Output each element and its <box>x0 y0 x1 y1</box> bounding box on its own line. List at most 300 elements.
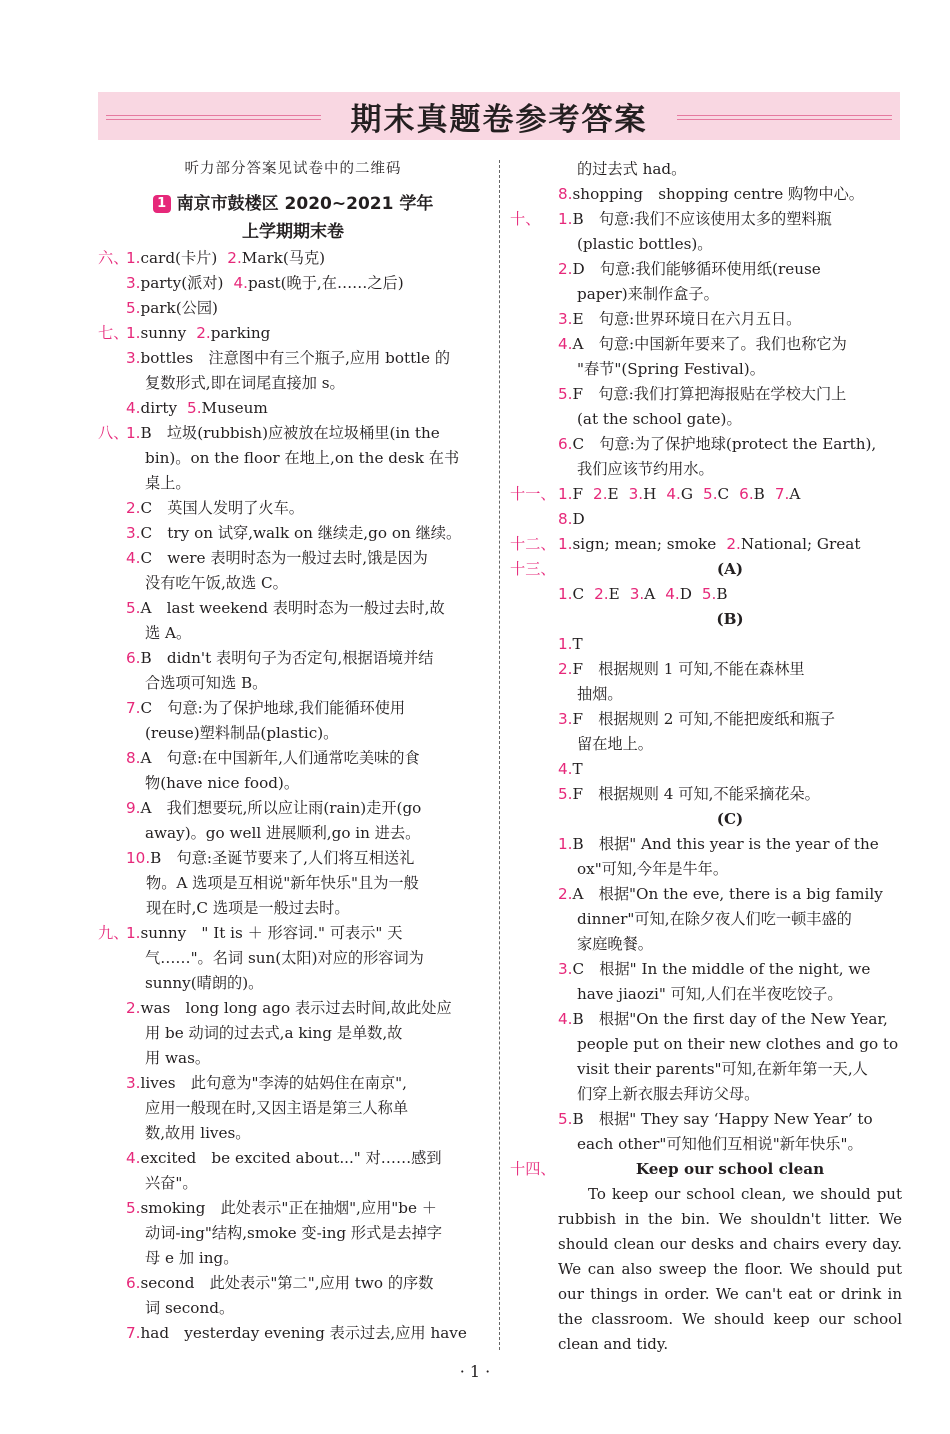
answer-continuation: 我们应该节约用水。 <box>577 460 714 478</box>
answer-line <box>98 971 488 996</box>
answer-line <box>98 246 488 271</box>
answer-line <box>98 1046 488 1071</box>
right-answer-list <box>510 157 902 1157</box>
answer-items <box>558 182 864 207</box>
answer-line <box>98 1071 488 1096</box>
answer-text: A 句意:在中国新年,人们通常吃美味的食 <box>140 749 420 767</box>
essay-title: Keep our school clean <box>635 1160 825 1178</box>
answer-items <box>558 882 883 907</box>
answer-text: T <box>572 635 583 653</box>
answer-items <box>126 1196 437 1221</box>
answer-items <box>126 846 414 871</box>
answer-continuation: 兴奋"。 <box>145 1174 198 1192</box>
question-number: 6. <box>558 435 573 453</box>
answer-items <box>558 507 585 532</box>
answer-line <box>98 546 488 571</box>
question-number: 5. <box>126 599 141 617</box>
answer-continuation: 选 A。 <box>145 624 192 642</box>
answer-items <box>126 346 450 371</box>
answer-line <box>98 521 488 546</box>
answer-continuation: 母 e 加 ing。 <box>145 1249 239 1267</box>
answer-continuation: 气……"。名词 sun(太阳)对应的形容词为 <box>145 949 424 967</box>
subsection-label: (C) <box>716 810 744 828</box>
answer-line <box>510 182 902 207</box>
answer-line <box>510 782 902 807</box>
answer-text: F 根据规则 4 可知,不能采摘花朵。 <box>572 785 820 803</box>
answer-line <box>510 907 902 932</box>
question-number: 5. <box>126 1199 141 1217</box>
answer-text: dirty <box>140 399 178 417</box>
answer-continuation: 桌上。 <box>145 474 191 492</box>
answer-text: A <box>789 485 801 503</box>
answer-items <box>558 1107 873 1132</box>
answer-line <box>510 482 902 507</box>
question-number: 4. <box>666 485 681 503</box>
answer-continuation: (plastic bottles)。 <box>577 235 713 253</box>
answer-continuation: 留在地上。 <box>577 735 653 753</box>
answer-text: F 句意:我们打算把海报贴在学校大门上 <box>572 385 847 403</box>
section-label: 九、 <box>98 924 129 942</box>
answer-items <box>126 246 325 271</box>
answer-line <box>510 682 902 707</box>
answer-line <box>510 582 902 607</box>
answer-line <box>510 807 902 832</box>
answer-line <box>98 1146 488 1171</box>
answer-line <box>98 271 488 296</box>
answer-line <box>510 457 902 482</box>
answer-line <box>98 721 488 746</box>
answer-text: second 此处表示"第二",应用 two 的序数 <box>140 1274 434 1292</box>
question-number: 5. <box>187 399 202 417</box>
answer-text: C <box>572 585 585 603</box>
answer-line <box>98 796 488 821</box>
left-column <box>98 157 488 1346</box>
answer-line <box>98 571 488 596</box>
answer-line <box>98 1296 488 1321</box>
question-number: 4. <box>665 585 680 603</box>
answer-items <box>558 532 860 557</box>
question-number: 7. <box>126 699 141 717</box>
exam-title-line2: 上学期期末卷 <box>242 222 344 242</box>
answer-items <box>126 521 461 546</box>
answer-line <box>510 982 902 1007</box>
question-number: 3. <box>126 524 141 542</box>
answer-continuation: 物。A 选项是互相说"新年快乐"且为一般 <box>146 874 419 892</box>
answer-continuation: 用 be 动词的过去式,a king 是单数,故 <box>145 1024 403 1042</box>
question-number: 2. <box>126 999 141 1017</box>
answer-line <box>98 321 488 346</box>
answer-line <box>510 207 902 232</box>
answer-line <box>510 1107 902 1132</box>
answer-continuation: paper)来制作盒子。 <box>577 285 719 303</box>
answer-text: A <box>644 585 656 603</box>
answer-continuation: 复数形式,即在词尾直接加 s。 <box>145 374 345 392</box>
question-number: 3. <box>558 310 573 328</box>
answer-items <box>126 396 268 421</box>
answer-text: A 我们想要玩,所以应让雨(rain)走开(go <box>140 799 422 817</box>
answer-items <box>558 782 820 807</box>
answer-line <box>98 446 488 471</box>
answer-items <box>126 1271 433 1296</box>
answer-line <box>510 657 902 682</box>
answer-continuation: 现在时,C 选项是一般过去时。 <box>146 899 350 917</box>
answer-text: C 英国人发明了火车。 <box>140 499 304 517</box>
question-number: 1. <box>126 424 141 442</box>
answer-continuation: 家庭晚餐。 <box>577 935 653 953</box>
answer-continuation: (reuse)塑料制品(plastic)。 <box>145 724 339 742</box>
answer-text: B didn't 表明句子为否定句,根据语境并结 <box>140 649 434 667</box>
question-number: 2. <box>558 885 573 903</box>
answer-items <box>126 696 405 721</box>
answer-text: party(派对) <box>140 274 224 292</box>
answer-text: G <box>680 485 694 503</box>
question-number: 7. <box>774 485 790 503</box>
answer-line <box>98 1171 488 1196</box>
answer-text: Mark(马克) <box>241 249 326 267</box>
answer-text: A last weekend 表明时态为一般过去时,故 <box>140 599 445 617</box>
answer-text: past(晚于,在……之后) <box>247 274 404 292</box>
answer-text: National; Great <box>740 535 861 553</box>
answer-line <box>510 232 902 257</box>
answer-line <box>510 707 902 732</box>
answer-line <box>98 496 488 521</box>
answer-continuation: 的过去式 had。 <box>577 160 687 178</box>
answer-line <box>510 1132 902 1157</box>
answer-text: C <box>717 485 730 503</box>
answer-continuation: have jiaozi" 可知,人们在半夜吃饺子。 <box>577 985 843 1003</box>
question-number: 3. <box>126 1074 141 1092</box>
answer-text: F <box>572 485 584 503</box>
answer-continuation: bin)。on the floor 在地上,on the desk 在书 <box>145 449 460 467</box>
answer-text: card(卡片) <box>140 249 218 267</box>
answer-items <box>126 271 404 296</box>
answer-items <box>558 432 876 457</box>
listening-note: 听力部分答案见试卷中的二维码 <box>184 161 402 177</box>
question-number: 9. <box>126 799 141 817</box>
answer-continuation: ox"可知,今年是牛年。 <box>577 860 729 878</box>
answer-text: E <box>608 585 620 603</box>
question-number: 1. <box>126 924 141 942</box>
answer-line <box>98 1021 488 1046</box>
answer-line <box>510 282 902 307</box>
answer-items <box>126 1146 442 1171</box>
subsection-label: (B) <box>716 610 744 628</box>
question-number: 7. <box>126 1324 141 1342</box>
answer-items <box>126 1321 467 1346</box>
answer-items <box>126 796 421 821</box>
answer-text: H <box>643 485 657 503</box>
question-number: 2. <box>227 249 242 267</box>
answer-line <box>510 507 902 532</box>
answer-items <box>126 321 270 346</box>
answer-line <box>98 946 488 971</box>
question-number: 5. <box>558 785 573 803</box>
question-number: 6. <box>126 649 141 667</box>
essay-body: To keep our school clean, we should put rubbish in the bin. We shouldn't litter. We should clean our desks and chairs every day. We can also sweep the floor. We should put our things in order. We can't eat or drink in the classroom. We should keep our school clean and tidy. <box>558 1185 902 1353</box>
answer-text: sunny " It is ＋ 形容词." 可表示" 天 <box>140 924 403 942</box>
section-label: 十四、 <box>510 1160 556 1178</box>
answer-line <box>98 996 488 1021</box>
title-banner <box>98 92 900 140</box>
question-number: 8. <box>558 510 573 528</box>
answer-text: F 根据规则 1 可知,不能在森林里 <box>572 660 805 678</box>
answer-continuation: 们穿上新衣服去拜访父母。 <box>577 1085 760 1103</box>
answer-text: sign; mean; smoke <box>572 535 717 553</box>
question-number: 4. <box>558 335 573 353</box>
section-label: 七、 <box>98 324 129 342</box>
answer-text: B <box>753 485 765 503</box>
answer-items <box>558 757 583 782</box>
answer-items <box>558 307 801 332</box>
question-number: 5. <box>701 585 717 603</box>
answer-continuation: "春节"(Spring Festival)。 <box>577 360 765 378</box>
answer-line <box>98 671 488 696</box>
answer-line <box>98 646 488 671</box>
answer-items <box>558 632 583 657</box>
question-number: 4. <box>126 549 141 567</box>
question-number: 1. <box>558 535 573 553</box>
answer-line <box>510 382 902 407</box>
banner-rule-right-2 <box>677 119 892 120</box>
question-number: 10. <box>126 849 151 867</box>
banner-rule-right <box>677 115 892 116</box>
answer-text: B 句意:我们不应该使用太多的塑料瓶 <box>572 210 832 228</box>
answer-text: E <box>607 485 619 503</box>
answer-items <box>558 657 805 682</box>
question-number: 4. <box>558 760 573 778</box>
answer-line <box>98 1271 488 1296</box>
question-number: 2. <box>726 535 741 553</box>
question-number: 2. <box>558 660 573 678</box>
page-title: 期末真题卷参考答案 <box>350 101 648 138</box>
answer-items <box>558 332 847 357</box>
answer-line <box>510 432 902 457</box>
answer-continuation: 没有吃午饭,故选 C。 <box>145 574 288 592</box>
answer-text: A 句意:中国新年要来了。我们也称它为 <box>572 335 847 353</box>
answer-text: bottles 注意图中有三个瓶子,应用 bottle 的 <box>140 349 451 367</box>
question-number: 2. <box>126 499 141 517</box>
answer-line <box>98 1096 488 1121</box>
answer-items <box>558 382 846 407</box>
answer-text: shopping shopping centre 购物中心。 <box>572 185 864 203</box>
section-label: 十二、 <box>510 535 556 553</box>
answer-text: B 根据"On the first day of the New Year, <box>572 1010 888 1028</box>
answer-continuation: away)。go well 进展顺利,go in 进去。 <box>145 824 421 842</box>
section-label: 十三、 <box>510 560 556 578</box>
answer-text: B 句意:圣诞节要来了,人们将互相送礼 <box>150 849 415 867</box>
question-number: 1. <box>558 210 573 228</box>
answer-text: parking <box>210 324 271 342</box>
answer-text: E 句意:世界环境日在六月五日。 <box>572 310 802 328</box>
answer-text: B <box>716 585 728 603</box>
answer-continuation: 物(have nice food)。 <box>145 774 300 792</box>
answer-line <box>98 696 488 721</box>
question-number: 4. <box>558 1010 573 1028</box>
answer-items <box>558 1007 888 1032</box>
answer-items <box>126 546 428 571</box>
question-number: 1. <box>126 249 141 267</box>
answer-text: sunny <box>140 324 187 342</box>
question-number: 3. <box>629 585 645 603</box>
answer-items <box>126 746 420 771</box>
answer-text: C were 表明时态为一般过去时,饿是因为 <box>140 549 428 567</box>
answer-items <box>558 832 879 857</box>
question-number: 2. <box>593 485 608 503</box>
question-number: 3. <box>558 710 573 728</box>
answer-items <box>126 296 218 321</box>
page-number: · 1 · <box>459 1362 491 1381</box>
answer-line <box>98 396 488 421</box>
answer-line <box>98 421 488 446</box>
question-number: 5. <box>558 385 573 403</box>
section-label: 十一、 <box>510 485 556 503</box>
answer-continuation: 动词-ing"结构,smoke 变-ing 形式是去掉字 <box>145 1224 443 1242</box>
answer-line <box>98 296 488 321</box>
answer-line <box>510 357 902 382</box>
question-number: 5. <box>703 485 718 503</box>
answer-line <box>510 257 902 282</box>
question-number: 2. <box>594 585 609 603</box>
answer-text: C 根据" In the middle of the night, we <box>572 960 871 978</box>
answer-line <box>98 621 488 646</box>
answer-text: Museum <box>201 399 268 417</box>
answer-text: B 根据" They say ‘Happy New Year’ to <box>572 1110 873 1128</box>
answer-items <box>126 496 304 521</box>
subsection-label: (A) <box>716 560 744 578</box>
answer-line <box>510 407 902 432</box>
answer-line <box>510 932 902 957</box>
exam-heading-line1 <box>98 190 488 218</box>
answer-line <box>98 1121 488 1146</box>
answer-line <box>510 607 902 632</box>
answer-line <box>510 307 902 332</box>
answer-continuation: 抽烟。 <box>577 685 623 703</box>
answer-text: park(公园) <box>140 299 218 317</box>
answer-text: was long long ago 表示过去时间,故此处应 <box>140 999 452 1017</box>
answer-line <box>510 632 902 657</box>
answer-text: smoking 此处表示"正在抽烟",应用"be ＋ <box>140 1199 437 1217</box>
answer-text: had yesterday evening 表示过去,应用 have <box>140 1324 467 1342</box>
answer-text: D <box>572 510 585 528</box>
answer-text: F 根据规则 2 可知,不能把废纸和瓶子 <box>572 710 835 728</box>
question-number: 3. <box>628 485 644 503</box>
answer-line <box>98 1246 488 1271</box>
answer-line <box>510 957 902 982</box>
question-number: 4. <box>126 399 141 417</box>
answer-items <box>558 582 728 607</box>
answer-text: C 句意:为了保护地球(protect the Earth), <box>572 435 877 453</box>
answer-text: A 根据"On the eve, there is a big family <box>572 885 883 903</box>
question-number: 1. <box>558 635 573 653</box>
banner-rule-left-2 <box>106 119 321 120</box>
answer-continuation: each other"可知他们互相说"新年快乐"。 <box>577 1135 863 1153</box>
answer-line <box>510 157 902 182</box>
answer-continuation: visit their parents"可知,在新年第一天,人 <box>577 1060 868 1078</box>
answer-items <box>558 482 800 507</box>
answer-items <box>126 421 440 446</box>
answer-line <box>98 371 488 396</box>
answer-line <box>98 596 488 621</box>
question-number: 6. <box>739 485 754 503</box>
answer-items <box>558 707 835 732</box>
question-number: 3. <box>126 274 141 292</box>
answer-line <box>98 771 488 796</box>
question-number: 4. <box>233 274 248 292</box>
answer-line <box>510 1032 902 1057</box>
exam-title-line1: 南京市鼓楼区 2020~2021 学年 <box>176 194 434 214</box>
answer-text: lives 此句意为"李涛的姑妈住在南京", <box>140 1074 408 1092</box>
answer-line <box>510 832 902 857</box>
question-number: 2. <box>558 260 573 278</box>
answer-line <box>98 896 488 921</box>
answer-line <box>510 1057 902 1082</box>
answer-continuation: 用 was。 <box>145 1049 211 1067</box>
answer-items <box>126 921 402 946</box>
column-divider <box>499 160 500 1350</box>
answer-text: C 句意:为了保护地球,我们能循环使用 <box>140 699 406 717</box>
answer-continuation: 数,故用 lives。 <box>145 1124 251 1142</box>
answer-text: B 垃圾(rubbish)应被放在垃圾桶里(in the <box>140 424 440 442</box>
answer-continuation: dinner"可知,在除夕夜人们吃一顿丰盛的 <box>577 910 852 928</box>
question-number: 8. <box>126 749 141 767</box>
section-label: 六、 <box>98 249 129 267</box>
answer-continuation: people put on their new clothes and go to <box>577 1035 899 1053</box>
essay-heading-row <box>510 1157 902 1182</box>
question-number: 6. <box>126 1274 141 1292</box>
answer-items <box>126 1071 407 1096</box>
answer-line <box>510 757 902 782</box>
answer-text: T <box>572 760 583 778</box>
answer-continuation: 应用一般现在时,又因主语是第三人称单 <box>145 1099 409 1117</box>
answer-line <box>510 557 902 582</box>
answer-text: D 句意:我们能够循环使用纸(reuse <box>572 260 821 278</box>
answer-text: C try on 试穿,walk on 继续走,go on 继续。 <box>140 524 462 542</box>
answer-line <box>98 821 488 846</box>
answer-line <box>98 871 488 896</box>
banner-rule-left <box>106 115 321 116</box>
answer-line <box>510 532 902 557</box>
answer-continuation: 合选项可知选 B。 <box>145 674 268 692</box>
answer-text: D <box>679 585 692 603</box>
question-number: 3. <box>558 960 573 978</box>
answer-continuation: sunny(晴朗的)。 <box>145 974 264 992</box>
answer-line <box>98 471 488 496</box>
answer-continuation: (at the school gate)。 <box>577 410 742 428</box>
question-number: 1. <box>558 485 573 503</box>
question-number: 1. <box>558 835 573 853</box>
question-number: 1. <box>558 585 573 603</box>
answer-items <box>126 646 434 671</box>
answer-line <box>510 882 902 907</box>
question-number: 4. <box>126 1149 141 1167</box>
answer-line <box>510 857 902 882</box>
answer-items <box>558 207 832 232</box>
answer-line <box>510 1082 902 1107</box>
question-number: 5. <box>126 299 141 317</box>
answer-line <box>98 746 488 771</box>
answer-text: B 根据" And this year is the year of the <box>572 835 879 853</box>
answer-text: excited be excited about..." 对……感到 <box>140 1149 442 1167</box>
answer-line <box>510 1007 902 1032</box>
left-answer-list <box>98 246 488 1346</box>
question-number: 5. <box>558 1110 573 1128</box>
answer-line <box>98 921 488 946</box>
section-label: 十、 <box>510 210 541 228</box>
question-number: 1. <box>126 324 141 342</box>
exam-number-badge: 1 <box>153 195 171 213</box>
answer-line <box>510 332 902 357</box>
question-number: 8. <box>558 185 573 203</box>
